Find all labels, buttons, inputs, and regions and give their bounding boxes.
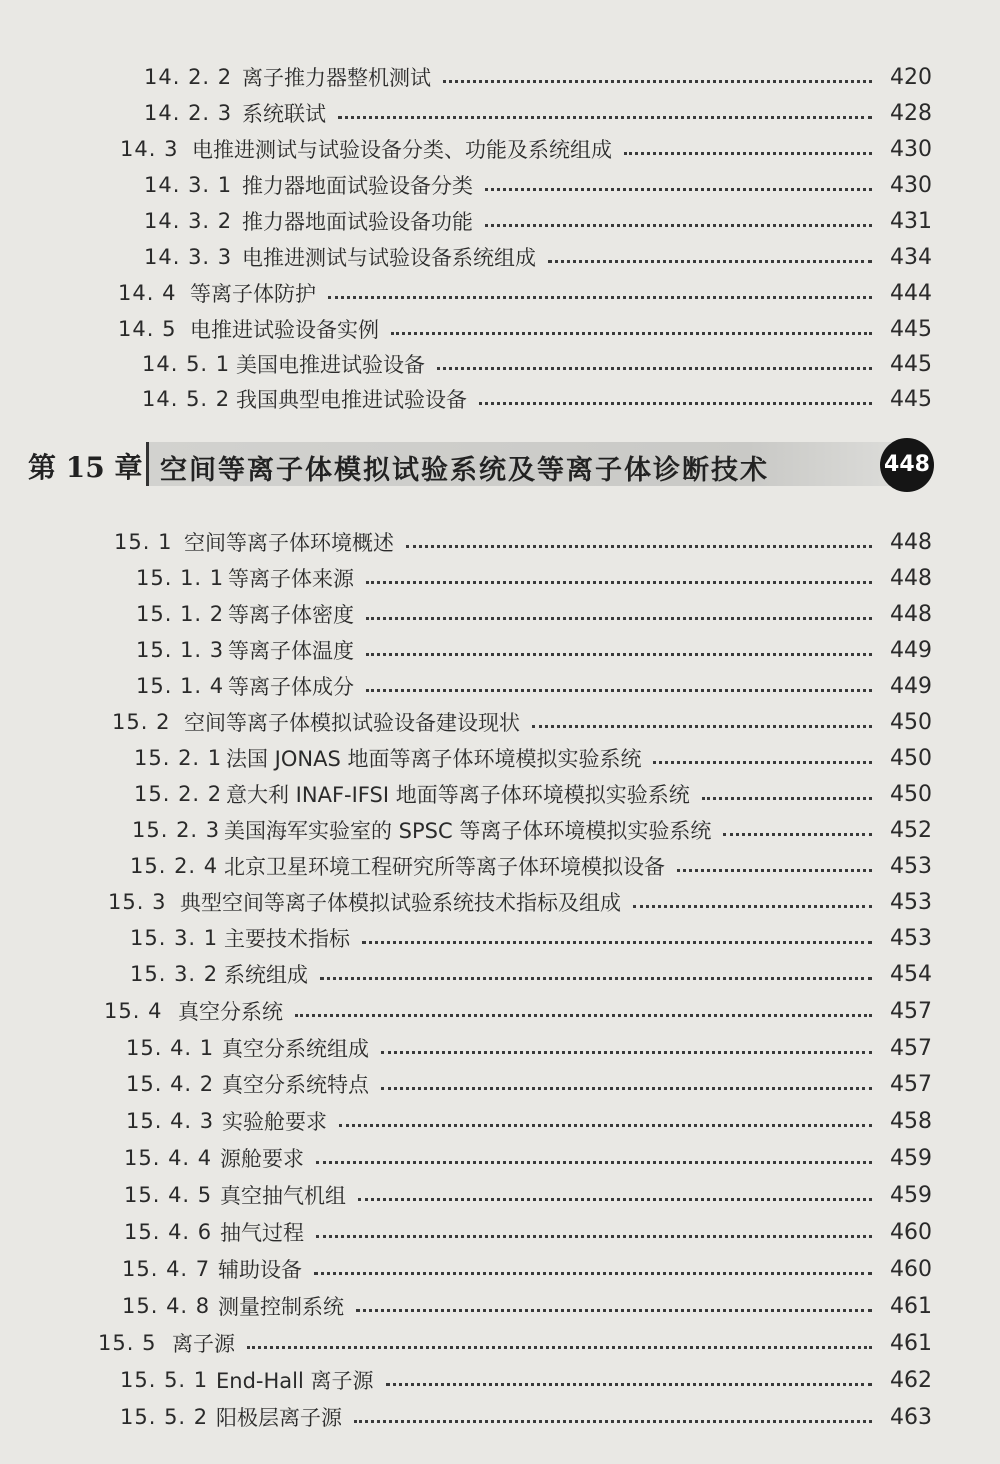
leader-dots	[633, 905, 872, 908]
toc-entry	[144, 203, 932, 239]
toc-entry	[120, 1362, 932, 1398]
leader-dots	[532, 725, 872, 728]
entry-page: 457	[890, 1071, 932, 1097]
entry-title: 意大利 INAF-IFSI 地面等离子体环境模拟实验系统	[226, 783, 690, 807]
entry-title: 电推进测试与试验设备系统组成	[242, 246, 536, 270]
entry-title: 电推进测试与试验设备分类、功能及系统组成	[192, 138, 612, 162]
entry-page: 458	[890, 1108, 932, 1134]
leader-dots	[702, 797, 872, 800]
entry-number: 14. 3. 3	[144, 245, 233, 269]
entry-page: 448	[890, 565, 932, 591]
leader-dots	[391, 332, 872, 335]
entry-page: 459	[890, 1182, 932, 1208]
entry-title: 等离子体温度	[228, 639, 354, 663]
entry-title: 等离子体成分	[228, 675, 354, 699]
leader-dots	[437, 367, 872, 370]
entry-page: 428	[890, 100, 932, 126]
entry-page: 453	[890, 925, 932, 951]
entry-title: End-Hall 离子源	[216, 1369, 374, 1393]
entry-number: 15. 4. 3	[126, 1109, 215, 1133]
entry-number: 15. 3. 1	[130, 926, 219, 950]
leader-dots	[362, 941, 872, 944]
leader-dots	[366, 653, 872, 656]
entry-number: 15. 4. 5	[124, 1183, 213, 1207]
leader-dots	[316, 1235, 872, 1238]
entry-page: 453	[890, 853, 932, 879]
chapter-title: 空间等离子体模拟试验系统及等离子体诊断技术	[160, 455, 769, 486]
entry-title: 推力器地面试验设备功能	[242, 210, 473, 234]
leader-dots	[247, 1346, 872, 1349]
entry-page: 430	[890, 172, 932, 198]
toc-entry	[136, 560, 932, 596]
entry-title: 我国典型电推进试验设备	[236, 388, 467, 412]
entry-number: 15. 5. 1	[120, 1368, 209, 1392]
leader-dots	[320, 977, 872, 980]
entry-page: 449	[890, 673, 932, 699]
toc-entry	[118, 311, 932, 347]
entry-title: 空间等离子体环境概述	[184, 531, 394, 555]
entry-page: 462	[890, 1367, 932, 1393]
entry-title: 阳极层离子源	[216, 1406, 342, 1430]
entry-number: 15. 5. 2	[120, 1405, 209, 1429]
entry-title: 真空分系统组成	[222, 1037, 369, 1061]
entry-page: 431	[890, 208, 932, 234]
toc-entry	[136, 668, 932, 704]
entry-title: 等离子体来源	[228, 567, 354, 591]
entry-number: 14. 3. 1	[144, 173, 233, 197]
leader-dots	[354, 1420, 872, 1423]
entry-page: 460	[890, 1256, 932, 1282]
entry-number: 15. 2	[112, 710, 171, 734]
leader-dots	[677, 869, 872, 872]
leader-dots	[358, 1198, 872, 1201]
entry-number: 15. 4. 2	[126, 1072, 215, 1096]
toc-entry	[112, 704, 932, 740]
toc-entry	[144, 167, 932, 203]
entry-page: 420	[890, 64, 932, 90]
entry-title: 辅助设备	[218, 1258, 302, 1282]
entry-number: 15. 1. 1	[136, 566, 225, 590]
entry-page: 445	[890, 386, 932, 412]
entry-page: 445	[890, 351, 932, 377]
toc-entry	[144, 95, 932, 131]
toc-entry	[122, 1288, 932, 1324]
toc-entry	[144, 59, 932, 95]
toc-entry	[98, 1325, 932, 1361]
toc-entry	[126, 1103, 932, 1139]
entry-title: 空间等离子体模拟试验设备建设现状	[184, 711, 520, 735]
entry-number: 15. 4. 4	[124, 1146, 213, 1170]
entry-number: 15. 1. 4	[136, 674, 225, 698]
entry-number: 15. 4	[104, 999, 163, 1023]
entry-title: 抽气过程	[220, 1221, 304, 1245]
toc-entry	[136, 632, 932, 668]
leader-dots	[381, 1051, 872, 1054]
entry-number: 15. 3	[108, 890, 167, 914]
entry-title: 离子推力器整机测试	[242, 66, 431, 90]
toc-entry	[120, 1399, 932, 1435]
entry-title: 离子源	[172, 1332, 235, 1356]
entry-number: 15. 2. 2	[134, 782, 223, 806]
entry-page: 448	[890, 529, 932, 555]
entry-title: 源舱要求	[220, 1147, 304, 1171]
toc-entry	[142, 346, 932, 382]
leader-dots	[485, 188, 872, 191]
entry-number: 15. 1. 3	[136, 638, 225, 662]
entry-title: 推力器地面试验设备分类	[242, 174, 473, 198]
entry-page: 450	[890, 745, 932, 771]
toc-entry	[132, 812, 932, 848]
entry-title: 电推进试验设备实例	[190, 318, 379, 342]
toc-entry	[120, 131, 932, 167]
entry-number: 15. 4. 1	[126, 1036, 215, 1060]
entry-page: 452	[890, 817, 932, 843]
chapter-heading	[28, 438, 934, 492]
entry-title: 系统组成	[224, 963, 308, 987]
chapter-label: 第 15 章	[28, 451, 143, 484]
entry-page: 445	[890, 316, 932, 342]
leader-dots	[485, 224, 872, 227]
toc-entry	[126, 1066, 932, 1102]
toc-entry	[104, 993, 932, 1029]
leader-dots	[723, 833, 872, 836]
leader-dots	[316, 1161, 872, 1164]
entry-title: 等离子体密度	[228, 603, 354, 627]
entry-page: 449	[890, 637, 932, 663]
entry-number: 14. 5. 1	[142, 352, 231, 376]
entry-title: 北京卫星环境工程研究所等离子体环境模拟设备	[224, 855, 665, 879]
toc-entry	[124, 1214, 932, 1250]
entry-number: 15. 5	[98, 1331, 157, 1355]
entry-title: 真空抽气机组	[220, 1184, 346, 1208]
entry-page: 453	[890, 889, 932, 915]
entry-number: 14. 2. 2	[144, 65, 233, 89]
leader-dots	[381, 1087, 872, 1090]
entry-page: 461	[890, 1330, 932, 1356]
toc-entry	[122, 1251, 932, 1287]
toc-entry	[130, 920, 932, 956]
entry-title: 真空分系统	[178, 1000, 283, 1024]
entry-page: 448	[890, 601, 932, 627]
entry-title: 典型空间等离子体模拟试验系统技术指标及组成	[180, 891, 621, 915]
entry-title: 美国海军实验室的 SPSC 等离子体环境模拟实验系统	[224, 819, 712, 843]
toc-entry	[114, 524, 932, 560]
toc-entry	[144, 239, 932, 275]
entry-title: 美国电推进试验设备	[236, 353, 425, 377]
entry-page: 450	[890, 709, 932, 735]
entry-page: 444	[890, 280, 932, 306]
toc-entry	[124, 1140, 932, 1176]
leader-dots	[406, 545, 872, 548]
toc-entry	[108, 884, 932, 920]
leader-dots	[356, 1309, 872, 1312]
leader-dots	[339, 1124, 872, 1127]
entry-title: 实验舱要求	[222, 1110, 327, 1134]
entry-page: 459	[890, 1145, 932, 1171]
toc-entry	[130, 848, 932, 884]
entry-number: 15. 4. 6	[124, 1220, 213, 1244]
entry-number: 14. 5. 2	[142, 387, 231, 411]
entry-title: 真空分系统特点	[222, 1073, 369, 1097]
toc-entry	[134, 776, 932, 812]
toc-entry	[136, 596, 932, 632]
entry-title: 系统联试	[242, 102, 326, 126]
entry-number: 15. 1	[114, 530, 173, 554]
entry-number: 15. 4. 8	[122, 1294, 211, 1318]
toc-entry	[142, 381, 932, 417]
entry-number: 15. 2. 4	[130, 854, 219, 878]
entry-number: 15. 1. 2	[136, 602, 225, 626]
leader-dots	[328, 296, 872, 299]
entry-number: 15. 3. 2	[130, 962, 219, 986]
entry-number: 15. 4. 7	[122, 1257, 211, 1281]
leader-dots	[386, 1383, 873, 1386]
toc-entry	[130, 956, 932, 992]
entry-title: 主要技术指标	[224, 927, 350, 951]
entry-number: 14. 3	[120, 137, 179, 161]
entry-page: 457	[890, 998, 932, 1024]
entry-number: 14. 4	[118, 281, 177, 305]
leader-dots	[653, 761, 872, 764]
entry-page: 457	[890, 1035, 932, 1061]
leader-dots	[295, 1014, 872, 1017]
entry-page: 460	[890, 1219, 932, 1245]
leader-dots	[548, 260, 872, 263]
leader-dots	[443, 80, 872, 83]
leader-dots	[314, 1272, 872, 1275]
leader-dots	[366, 689, 872, 692]
entry-title: 测量控制系统	[218, 1295, 344, 1319]
leader-dots	[366, 581, 872, 584]
entry-number: 15. 2. 3	[132, 818, 221, 842]
entry-number: 15. 2. 1	[134, 746, 223, 770]
leader-dots	[624, 152, 872, 155]
toc-entry	[134, 740, 932, 776]
entry-page: 463	[890, 1404, 932, 1430]
entry-page: 434	[890, 244, 932, 270]
leader-dots	[479, 402, 872, 405]
entry-page: 450	[890, 781, 932, 807]
leader-dots	[338, 116, 872, 119]
entry-number: 14. 3. 2	[144, 209, 233, 233]
entry-number: 14. 2. 3	[144, 101, 233, 125]
toc-entry	[118, 275, 932, 311]
toc-entry	[124, 1177, 932, 1213]
entry-title: 等离子体防护	[190, 282, 316, 306]
toc-entry	[126, 1030, 932, 1066]
entry-number: 14. 5	[118, 317, 177, 341]
entry-page: 461	[890, 1293, 932, 1319]
entry-page: 454	[890, 961, 932, 987]
chapter-page-badge: 448	[880, 438, 934, 492]
leader-dots	[366, 617, 872, 620]
entry-page: 430	[890, 136, 932, 162]
entry-title: 法国 JONAS 地面等离子体环境模拟实验系统	[226, 747, 642, 771]
